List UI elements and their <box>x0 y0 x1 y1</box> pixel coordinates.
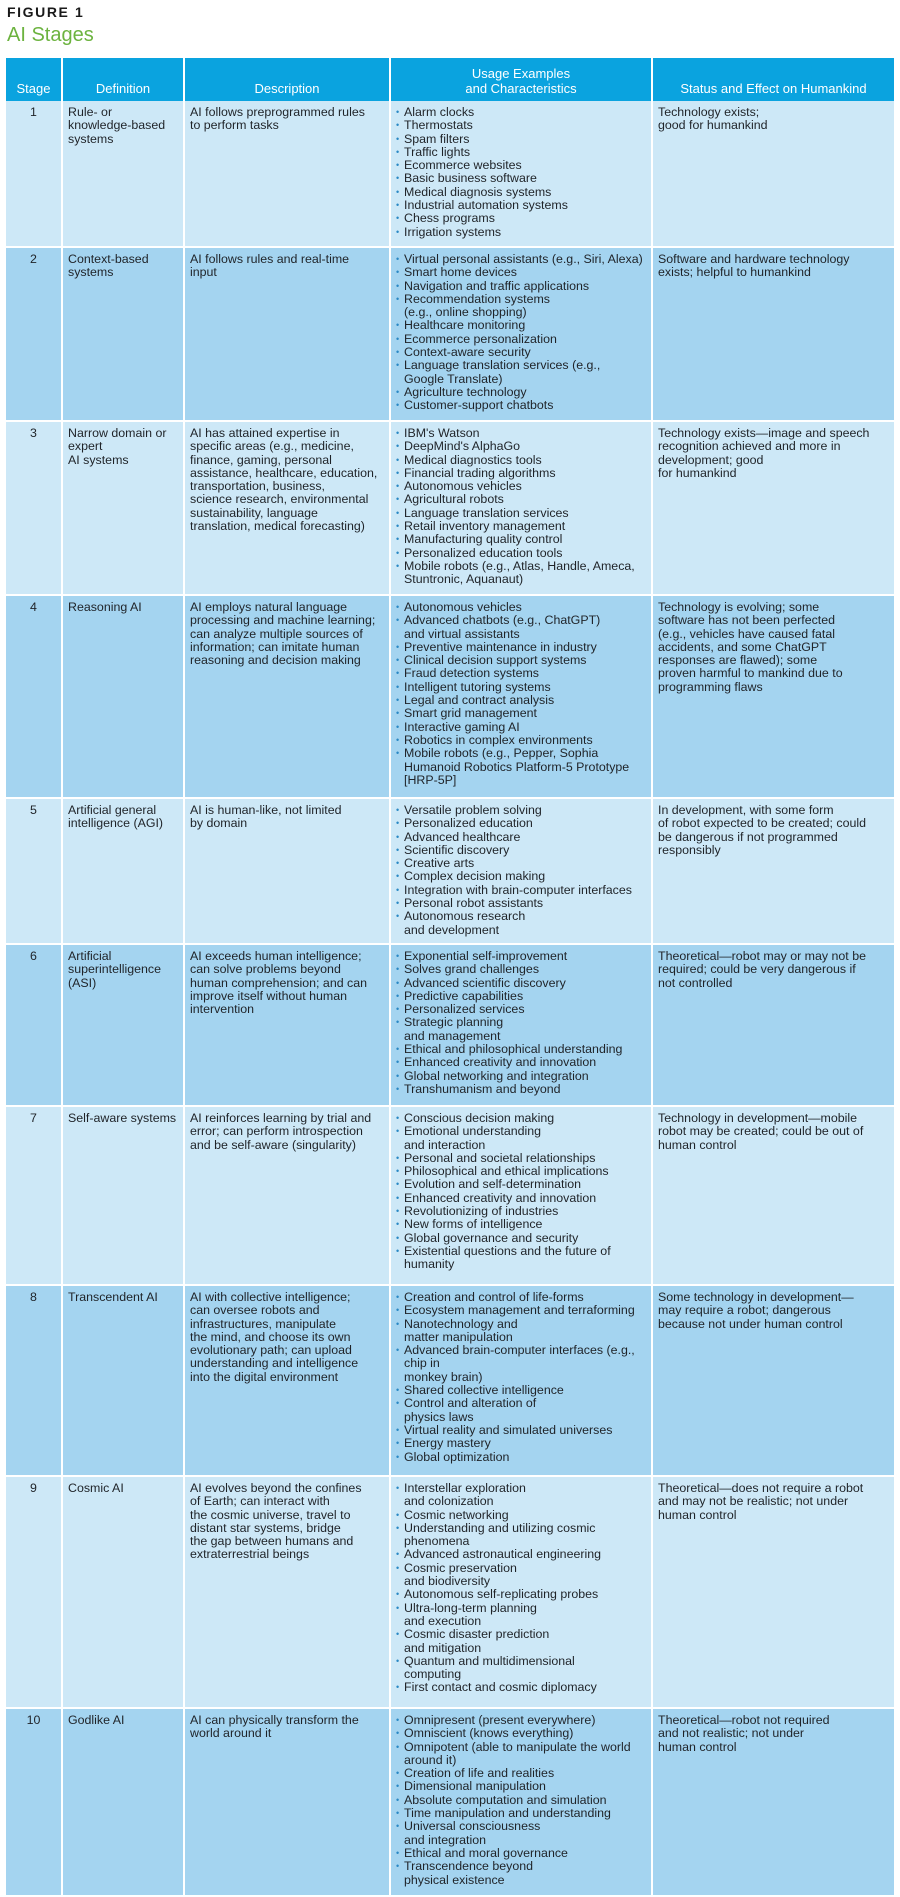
stage-status-effect: Theoretical—robot may or may not be required; could be very dangerous if not controlled <box>652 944 894 1106</box>
stage-status-effect: Theoretical—robot not required and not realistic; not under human control <box>652 1708 894 1896</box>
stage-status-effect: Theoretical—does not require a robot and may not be realistic; not under human control <box>652 1476 894 1708</box>
usage-example-item: • Thermostats <box>396 119 646 132</box>
stage-definition: Godlike AI <box>62 1708 184 1896</box>
stage-description: AI follows preprogrammed rules to perform tasks <box>184 101 390 247</box>
usage-example-item: • Virtual reality and simulated universes <box>396 1424 646 1437</box>
usage-example-item: • Interactive gaming AI <box>396 721 646 734</box>
usage-example-item: • Industrial automation systems <box>396 199 646 212</box>
stage-definition: Transcendent AI <box>62 1285 184 1476</box>
usage-example-item: • Healthcare monitoring <box>396 319 646 332</box>
usage-example-item: • Autonomous vehicles <box>396 480 646 493</box>
usage-examples-cell <box>390 798 652 944</box>
usage-example-item: • Mobile robots (e.g., Pepper, Sophia Humanoid Robotics Platform-5 Prototype [HRP-5P] <box>396 747 646 787</box>
stage-definition: Self-aware systems <box>62 1106 184 1285</box>
usage-example-item: • Existential questions and the future of humanity <box>396 1245 646 1272</box>
table-row <box>6 1708 894 1896</box>
usage-example-item: • Scientific discovery <box>396 844 646 857</box>
usage-example-item: • Agricultural robots <box>396 493 646 506</box>
figure-title: AI Stages <box>7 24 94 46</box>
table-row <box>6 101 894 247</box>
stage-definition: Rule- or knowledge-based systems <box>62 101 184 247</box>
usage-example-item: • Clinical decision support systems <box>396 654 646 667</box>
usage-examples-cell <box>390 101 652 247</box>
usage-example-item: • Emotional understanding and interaction <box>396 1125 646 1152</box>
stage-description: AI is human-like, not limited by domain <box>184 798 390 944</box>
usage-example-item: • Complex decision making <box>396 870 646 883</box>
header-description: Description <box>184 58 390 101</box>
usage-example-item: • Creation of life and realities <box>396 1767 646 1780</box>
table-row <box>6 247 894 421</box>
usage-example-item: • Integration with brain-computer interfaces <box>396 884 646 897</box>
usage-example-item: • Mobile robots (e.g., Atlas, Handle, Ameca, Stuntronic, Aquanaut) <box>396 560 646 587</box>
usage-example-item: • Global governance and security <box>396 1232 646 1245</box>
usage-example-item: • Enhanced creativity and innovation <box>396 1192 646 1205</box>
usage-example-item: • Robotics in complex environments <box>396 734 646 747</box>
table-row <box>6 798 894 944</box>
usage-examples-list <box>396 1482 646 1695</box>
usage-example-item: • Omniscient (knows everything) <box>396 1727 646 1740</box>
usage-examples-list <box>396 950 646 1096</box>
header-status-effect: Status and Effect on Humankind <box>652 58 894 101</box>
ai-stages-table <box>6 58 894 1897</box>
usage-example-item: • Fraud detection systems <box>396 667 646 680</box>
usage-example-item: • Smart grid management <box>396 707 646 720</box>
usage-example-item: • Creative arts <box>396 857 646 870</box>
stage-status-effect: Software and hardware technology exists; helpful to humankind <box>652 247 894 421</box>
usage-example-item: • Cosmic disaster prediction and mitigation <box>396 1628 646 1655</box>
usage-example-item: • Smart home devices <box>396 266 646 279</box>
usage-example-item: • Energy mastery <box>396 1437 646 1450</box>
usage-example-item: • Exponential self-improvement <box>396 950 646 963</box>
header-definition: Definition <box>62 58 184 101</box>
usage-examples-list <box>396 253 646 413</box>
usage-example-item: • Advanced healthcare <box>396 831 646 844</box>
stage-status-effect: Technology exists—image and speech recognition achieved and more in development; good for humankind <box>652 421 894 595</box>
stage-number: 1 <box>6 101 62 247</box>
usage-examples-list <box>396 804 646 937</box>
stage-status-effect: Technology exists; good for humankind <box>652 101 894 247</box>
usage-example-item: • Cosmic preservation and biodiversity <box>396 1562 646 1589</box>
usage-example-item: • Advanced scientific discovery <box>396 977 646 990</box>
stage-number: 2 <box>6 247 62 421</box>
table-row <box>6 1106 894 1285</box>
usage-example-item: • Conscious decision making <box>396 1112 646 1125</box>
usage-example-item: • New forms of intelligence <box>396 1218 646 1231</box>
usage-example-item: • Intelligent tutoring systems <box>396 681 646 694</box>
stage-status-effect: Some technology in development— may require a robot; dangerous because not under human control <box>652 1285 894 1476</box>
usage-examples-cell <box>390 1285 652 1476</box>
stage-definition: Reasoning AI <box>62 595 184 798</box>
usage-example-item: • IBM's Watson <box>396 427 646 440</box>
usage-example-item: • Creation and control of life-forms <box>396 1291 646 1304</box>
usage-example-item: • Irrigation systems <box>396 226 646 239</box>
usage-example-item: • Advanced astronautical engineering <box>396 1548 646 1561</box>
stage-number: 5 <box>6 798 62 944</box>
usage-example-item: • Legal and contract analysis <box>396 694 646 707</box>
usage-example-item: • Quantum and multidimensional computing <box>396 1655 646 1682</box>
stage-status-effect: Technology in development—mobile robot may be created; could be out of human control <box>652 1106 894 1285</box>
stage-description: AI with collective intelligence; can oversee robots and infrastructures, manipulate the mind, and choose its own evolutionary path; can upload understanding and intelligence into the digital environment <box>184 1285 390 1476</box>
usage-example-item: • Revolutionizing of industries <box>396 1205 646 1218</box>
usage-example-item: • Universal consciousness and integration <box>396 1820 646 1847</box>
usage-example-item: • Personal robot assistants <box>396 897 646 910</box>
usage-example-item: • Manufacturing quality control <box>396 533 646 546</box>
figure-label: FIGURE 1 <box>7 4 85 20</box>
stage-definition: Cosmic AI <box>62 1476 184 1708</box>
usage-example-item: • Versatile problem solving <box>396 804 646 817</box>
usage-example-item: • Traffic lights <box>396 146 646 159</box>
usage-example-item: • Absolute computation and simulation <box>396 1794 646 1807</box>
usage-examples-list <box>396 601 646 787</box>
stage-definition: Context-based systems <box>62 247 184 421</box>
stage-definition: Artificial general intelligence (AGI) <box>62 798 184 944</box>
usage-example-item: • Medical diagnosis systems <box>396 186 646 199</box>
stage-number: 7 <box>6 1106 62 1285</box>
table-row <box>6 944 894 1106</box>
table-row <box>6 1285 894 1476</box>
usage-examples-cell <box>390 421 652 595</box>
table-row <box>6 421 894 595</box>
stage-number: 8 <box>6 1285 62 1476</box>
stage-description: AI exceeds human intelligence; can solve problems beyond human comprehension; and can improve itself without human intervention <box>184 944 390 1106</box>
table-row <box>6 595 894 798</box>
usage-example-item: • Interstellar exploration and colonization <box>396 1482 646 1509</box>
usage-example-item: • Ultra-long-term planning and execution <box>396 1602 646 1629</box>
usage-example-item: • DeepMind's AlphaGo <box>396 440 646 453</box>
stage-status-effect: Technology is evolving; some software has not been perfected (e.g., vehicles have caused fatal accidents, and some ChatGPT responses are flawed); some proven harmful to mankind due to programming flaws <box>652 595 894 798</box>
stage-description: AI follows rules and real-time input <box>184 247 390 421</box>
usage-example-item: • Control and alteration of physics laws <box>396 1397 646 1424</box>
header-usage-examples: Usage Examples and Characteristics <box>390 58 652 101</box>
usage-example-item: • Language translation services (e.g., Google Translate) <box>396 359 646 386</box>
usage-examples-cell <box>390 1708 652 1896</box>
usage-example-item: • Strategic planning and management <box>396 1016 646 1043</box>
usage-example-item: • Philosophical and ethical implications <box>396 1165 646 1178</box>
usage-examples-cell <box>390 944 652 1106</box>
stage-description: AI employs natural language processing and machine learning; can analyze multiple sources of information; can imitate human reasoning and decision making <box>184 595 390 798</box>
header-stage: Stage <box>6 58 62 101</box>
usage-example-item: • Time manipulation and understanding <box>396 1807 646 1820</box>
usage-example-item: • Transhumanism and beyond <box>396 1083 646 1096</box>
stage-definition: Artificial superintelligence (ASI) <box>62 944 184 1106</box>
usage-example-item: • Omnipotent (able to manipulate the world around it) <box>396 1741 646 1768</box>
stage-description: AI can physically transform the world around it <box>184 1708 390 1896</box>
usage-example-item: • Ecosystem management and terraforming <box>396 1304 646 1317</box>
usage-example-item: • Virtual personal assistants (e.g., Siri, Alexa) <box>396 253 646 266</box>
usage-example-item: • Predictive capabilities <box>396 990 646 1003</box>
usage-example-item: • Shared collective intelligence <box>396 1384 646 1397</box>
table-header-row <box>6 58 894 101</box>
usage-example-item: • Personal and societal relationships <box>396 1152 646 1165</box>
stage-description: AI reinforces learning by trial and error; can perform introspection and be self-aware (singularity) <box>184 1106 390 1285</box>
usage-example-item: • Language translation services <box>396 507 646 520</box>
usage-example-item: • Ethical and moral governance <box>396 1847 646 1860</box>
usage-example-item: • Ethical and philosophical understanding <box>396 1043 646 1056</box>
usage-example-item: • Medical diagnostics tools <box>396 454 646 467</box>
usage-example-item: • Preventive maintenance in industry <box>396 641 646 654</box>
usage-example-item: • Transcendence beyond physical existence <box>396 1860 646 1887</box>
usage-examples-cell <box>390 247 652 421</box>
usage-example-item: • Understanding and utilizing cosmic phenomena <box>396 1522 646 1549</box>
usage-examples-cell <box>390 1476 652 1708</box>
usage-example-item: • Cosmic networking <box>396 1509 646 1522</box>
usage-example-item: • Omnipresent (present everywhere) <box>396 1714 646 1727</box>
usage-example-item: • Navigation and traffic applications <box>396 280 646 293</box>
usage-examples-list <box>396 427 646 587</box>
usage-example-item: • Autonomous vehicles <box>396 601 646 614</box>
table-row <box>6 1476 894 1708</box>
usage-examples-cell <box>390 595 652 798</box>
usage-examples-list <box>396 106 646 239</box>
usage-example-item: • Financial trading algorithms <box>396 467 646 480</box>
usage-example-item: • Solves grand challenges <box>396 963 646 976</box>
usage-examples-list <box>396 1291 646 1464</box>
usage-example-item: • Personalized education <box>396 817 646 830</box>
stage-description: AI evolves beyond the confines of Earth; can interact with the cosmic universe, travel to distant star systems, bridge the gap between humans and extraterrestrial beings <box>184 1476 390 1708</box>
usage-examples-cell <box>390 1106 652 1285</box>
usage-example-item: • Enhanced creativity and innovation <box>396 1056 646 1069</box>
stage-definition: Narrow domain or expert AI systems <box>62 421 184 595</box>
usage-example-item: • Context-aware security <box>396 346 646 359</box>
usage-example-item: • Evolution and self-determination <box>396 1178 646 1191</box>
usage-example-item: • Spam filters <box>396 133 646 146</box>
stage-status-effect: In development, with some form of robot expected to be created; could be dangerous if not programmed responsibly <box>652 798 894 944</box>
usage-examples-list <box>396 1714 646 1887</box>
usage-example-item: • Nanotechnology and matter manipulation <box>396 1318 646 1345</box>
stage-number: 6 <box>6 944 62 1106</box>
usage-example-item: • Advanced chatbots (e.g., ChatGPT) and virtual assistants <box>396 614 646 641</box>
usage-example-item: • Global networking and integration <box>396 1070 646 1083</box>
stage-number: 10 <box>6 1708 62 1896</box>
stage-description: AI has attained expertise in specific areas (e.g., medicine, finance, gaming, personal assistance, healthcare, education, transportation, business, science research, environmental sustainability, language translation, medical forecasting) <box>184 421 390 595</box>
usage-example-item: • Chess programs <box>396 212 646 225</box>
usage-example-item: • Ecommerce websites <box>396 159 646 172</box>
stage-number: 4 <box>6 595 62 798</box>
usage-example-item: • Autonomous self-replicating probes <box>396 1588 646 1601</box>
usage-example-item: • Autonomous research and development <box>396 910 646 937</box>
usage-example-item: • Global optimization <box>396 1451 646 1464</box>
stage-number: 9 <box>6 1476 62 1708</box>
usage-example-item: • Advanced brain-computer interfaces (e.g., chip in monkey brain) <box>396 1344 646 1384</box>
usage-example-item: • Agriculture technology <box>396 386 646 399</box>
usage-example-item: • Recommendation systems (e.g., online shopping) <box>396 293 646 320</box>
usage-example-item: • Retail inventory management <box>396 520 646 533</box>
usage-example-item: • Personalized services <box>396 1003 646 1016</box>
usage-example-item: • First contact and cosmic diplomacy <box>396 1681 646 1694</box>
usage-example-item: • Ecommerce personalization <box>396 333 646 346</box>
usage-example-item: • Basic business software <box>396 172 646 185</box>
usage-example-item: • Dimensional manipulation <box>396 1780 646 1793</box>
usage-examples-list <box>396 1112 646 1272</box>
usage-example-item: • Alarm clocks <box>396 106 646 119</box>
usage-example-item: • Personalized education tools <box>396 547 646 560</box>
usage-example-item: • Customer-support chatbots <box>396 399 646 412</box>
stage-number: 3 <box>6 421 62 595</box>
